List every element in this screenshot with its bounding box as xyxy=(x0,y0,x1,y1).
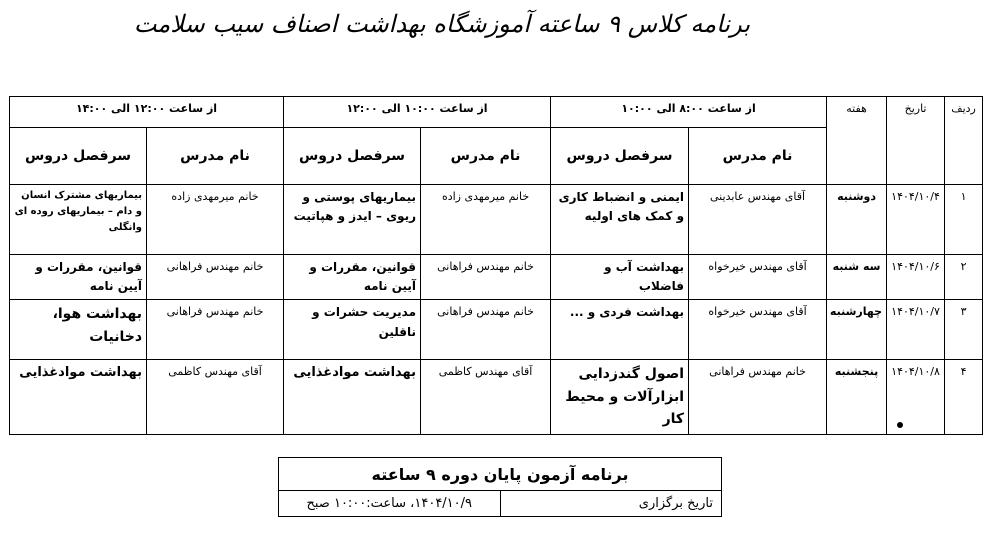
course-cell: بهداشت هوا، دخانیات xyxy=(10,300,147,360)
header-weekday: هفته xyxy=(827,97,887,185)
course-cell: مدیریت حشرات و ناقلین xyxy=(284,300,421,360)
row-number: ۴ xyxy=(945,360,983,434)
exam-schedule-table xyxy=(278,457,722,517)
header-slot-1: از ساعت ۸:۰۰ الی ۱۰:۰۰ xyxy=(551,97,827,128)
bullet-dot xyxy=(897,422,903,428)
course-cell: بیماریهای پوستی و ریوی – ایدز و هپاتیت xyxy=(284,185,421,255)
row-number: ۱ xyxy=(945,185,983,255)
exam-title: برنامه آزمون پایان دوره ۹ ساعته xyxy=(279,458,722,491)
teacher-cell: آقای مهندس خیرخواه xyxy=(689,300,827,360)
teacher-cell: آقای مهندس عابدینی xyxy=(689,185,827,255)
exam-date-value: ۱۴۰۴/۱۰/۹، ساعت:۱۰:۰۰ صبح xyxy=(279,491,501,517)
class-schedule-table xyxy=(9,96,983,435)
course-cell: بهداشت موادغذایی xyxy=(284,360,421,434)
row-weekday: چهارشنبه xyxy=(827,300,887,360)
header-teacher-2: نام مدرس xyxy=(421,128,551,185)
table-row xyxy=(10,255,983,300)
page-title: برنامه کلاس ۹ ساعته آموزشگاه بهداشت اصناف سیب سلامت xyxy=(133,10,750,38)
teacher-cell: خانم مهندس فراهانی xyxy=(147,255,284,300)
course-cell: بیماریهای مشترک انسان و دام – بیماریهای روده ای وانگلی xyxy=(10,185,147,255)
row-date: ۱۴۰۴/۱۰/۴ xyxy=(887,185,945,255)
course-cell: بهداشت آب و فاضلاب xyxy=(551,255,689,300)
row-weekday: دوشنبه xyxy=(827,185,887,255)
header-course-2: سرفصل دروس xyxy=(284,128,421,185)
table-row xyxy=(10,360,983,434)
teacher-cell: آقای مهندس کاظمی xyxy=(147,360,284,434)
row-number: ۲ xyxy=(945,255,983,300)
row-weekday: سه شنبه xyxy=(827,255,887,300)
course-cell: ایمنی و انضباط کاری و کمک های اولیه xyxy=(551,185,689,255)
course-cell: اصول گندزدایی ابزارآلات و محیط کار xyxy=(551,360,689,434)
course-cell: قوانین، مقررات و آیین نامه xyxy=(10,255,147,300)
row-date: ۱۴۰۴/۱۰/۸ xyxy=(887,360,945,434)
table-row xyxy=(10,300,983,360)
teacher-cell: آقای مهندس خیرخواه xyxy=(689,255,827,300)
header-teacher-1: نام مدرس xyxy=(689,128,827,185)
teacher-cell: خانم مهندس فراهانی xyxy=(421,255,551,300)
teacher-cell: خانم مهندس فراهانی xyxy=(147,300,284,360)
teacher-cell: آقای مهندس کاظمی xyxy=(421,360,551,434)
course-cell: بهداشت فردی و ... xyxy=(551,300,689,360)
table-row xyxy=(10,185,983,255)
row-date: ۱۴۰۴/۱۰/۶ xyxy=(887,255,945,300)
header-row-time xyxy=(10,97,983,128)
header-row-number: ردیف xyxy=(945,97,983,185)
row-weekday: پنجشنبه xyxy=(827,360,887,434)
teacher-cell: خانم میرمهدی زاده xyxy=(147,185,284,255)
header-course-3: سرفصل دروس xyxy=(10,128,147,185)
teacher-cell: خانم مهندس فراهانی xyxy=(689,360,827,434)
header-slot-3: از ساعت ۱۲:۰۰ الی ۱۴:۰۰ xyxy=(10,97,284,128)
header-teacher-3: نام مدرس xyxy=(147,128,284,185)
header-date: تاریخ xyxy=(887,97,945,185)
row-number: ۳ xyxy=(945,300,983,360)
course-cell: بهداشت موادغذایی xyxy=(10,360,147,434)
exam-date-label: تاریخ برگزاری xyxy=(500,491,722,517)
header-slot-2: از ساعت ۱۰:۰۰ الی ۱۲:۰۰ xyxy=(284,97,551,128)
teacher-cell: خانم مهندس فراهانی xyxy=(421,300,551,360)
teacher-cell: خانم میرمهدی زاده xyxy=(421,185,551,255)
row-date: ۱۴۰۴/۱۰/۷ xyxy=(887,300,945,360)
header-course-1: سرفصل دروس xyxy=(551,128,689,185)
course-cell: قوانین، مقررات و آیین نامه xyxy=(284,255,421,300)
